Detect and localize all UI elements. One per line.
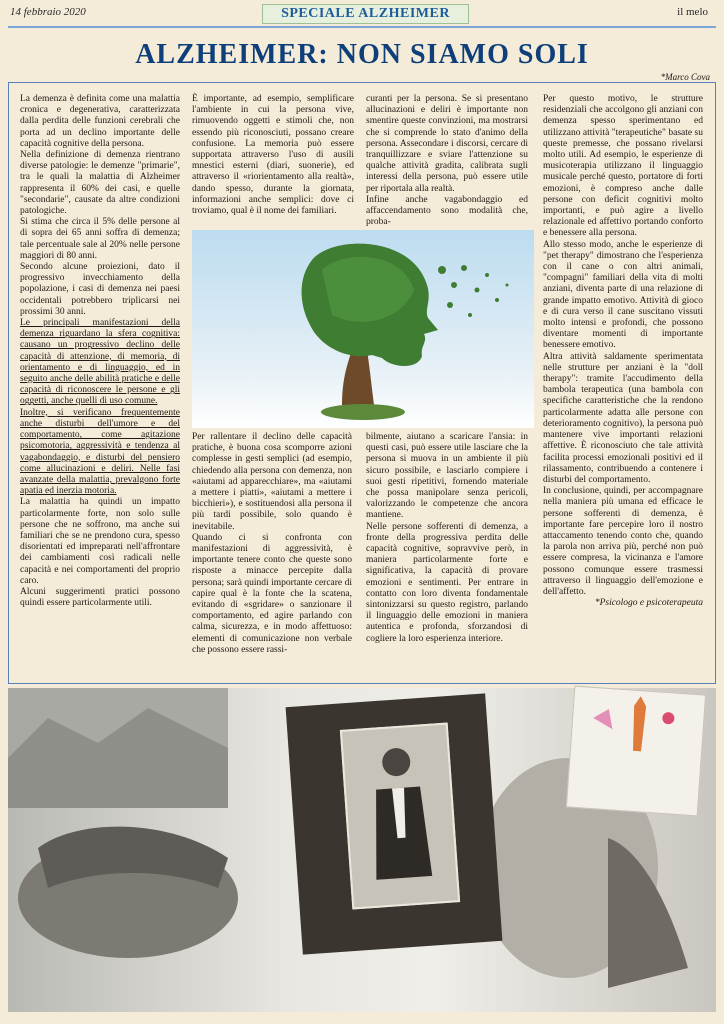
paragraph: bilmente, aiutano a scaricare l'ansia: in questi casi, può essere utile lasciare che la persona si muova in un ambiente il più sicuro possibile, e lasciarlo compiere i suoi gesti ripetitivi, fornendo materiale che possa manipolare senza pericoli, valorizzando le competenze che ancora mantiene. — [366, 432, 528, 521]
paragraph: Alcuni suggerimenti pratici possono quindi essere particolarmente utili. — [20, 586, 180, 609]
paragraph: La demenza è definita come una malattia cronica e degenerativa, caratterizzata dalla perdita delle funzioni cerebrali che porta ad un declino importante delle capacità cognitive della persona. — [20, 94, 180, 149]
article-author: *Marco Cova — [660, 72, 710, 82]
paragraph: Secondo alcune proiezioni, dato il progressivo invecchiamento della popolazione, i casi di demenza nei paesi occidentali potrebbero triplicarsi nei prossimi 30 anni. — [20, 262, 180, 317]
paragraph: Le principali manifestazioni della demenza riguardano la sfera cognitiva: causano un progressivo declino delle capacità di attenzione, di memoria, di orientamento e di linguaggio, ed in seguito anche delle abilità pratiche e delle capacità di riconoscere le persone e gli oggetti, anche quelli di uso comune. — [20, 318, 180, 407]
paragraph: In conclusione, quindi, per accompagnare nella maniera più umana ed efficace le persone sofferenti di demenza, è importante fare percepire loro il nostro attaccamento tenendo conto che, quando la parola non arriva più, perché non può essere compresa, la vicinanza e l'amore possono comunque essere trasmessi attraverso il linguaggio dell'emozione e dell'affetto. — [543, 486, 703, 597]
publication-name: il melo — [677, 6, 708, 18]
paragraph: Infine anche vagabondaggio ed affaccendamento sono modalità che, proba- — [366, 194, 528, 228]
paragraph: Si stima che circa il 5% delle persone al di sopra dei 65 anni soffra di demenza; tale percentuale sale al 20% nelle persone maggiori di 80 anni. — [20, 217, 180, 261]
paragraph: Allo stesso modo, anche le esperienze di "pet therapy" dimostrano che l'esperienza con il cane o con altri animali, "compagni" familiari della vita di molti anziani, diventa parte di una relazione di grande impatto emotivo. Attività di gioco e di cura verso il cane suscitano vissuti molto intensi e profondi, che possono diventare momenti di importante benessere emotivo. — [543, 239, 703, 351]
column-4 — [543, 94, 703, 609]
page-number-date: 14 febbraio 2020 — [10, 6, 86, 18]
drawing-frame — [566, 686, 706, 817]
column-3-bottom — [366, 432, 528, 645]
paragraph: Altra attività saldamente sperimentata nelle strutture per anziani è la "doll therapy": tramite l'accudimento della bambola terapeutica (una bambola con specifiche caratteristiche che la rendono particolarmente adatta alle persone con deterioramento cognitivo), la persona può mantenere vive importanti relazioni affettive. È riconosciuto che tale attività facilita processi emozionali positivi ed il rilassamento, contribuendo a contenere i disturbi del comportamento. — [543, 351, 703, 485]
paragraph: Quando ci si confronta con manifestazioni di aggressività, è importante tenere conto che queste sono risposte a minacce percepite dalla persona; sarà quindi importante cercare di capire qual è la fonte che la scatena, evitando di «sgridare» o sanzionare il comportamento, ed agire parlando con calma, sicurezza, e in modo affettuoso: elementi di comunicazione non verbale che possono essere rassi- — [192, 532, 352, 655]
section-title: SPECIALE ALZHEIMER — [262, 4, 469, 24]
portrait-icon — [342, 725, 458, 908]
column-3-top — [366, 94, 528, 228]
page-header — [0, 0, 724, 26]
paragraph: Per questo motivo, le strutture residenziali che accolgono gli anziani con demenza spesso sperimentano ed utilizzano attività "terapeutiche" basate su queste premesse, che possano rivelarsi molto utili. Ad esempio, le esperienze di musicoterapia utilizzano il linguaggio musicale perché questo, portatore di forti emozioni, è compreso anche dalle persone con deficit cognitivi molto importanti, e può agire a livello relazionale ed affettivo portando conforto e benessere alla persona. — [543, 94, 703, 239]
article-title: ALZHEIMER: NON SIAMO SOLI — [135, 39, 589, 70]
author-signature: *Psicologo e psicoterapeuta — [594, 598, 703, 609]
paragraph: curanti per la persona. Se si presentano allucinazioni e deliri è importante non smentire queste convinzioni, ma mostrarsi che si comprende lo stato d'animo della persona. Assecondare i discorsi, cercare di tranquillizzare e sviare l'attenzione su qualche attività gradita, calibrata sugli interessi della persona, può essere utile per riportala alla realtà. — [366, 94, 528, 194]
tree-head-icon — [192, 230, 534, 428]
paragraph: Nelle persone sofferenti di demenza, a fronte della progressiva perdita delle capacità cognitive, sopravvive però, in maniera particolarmente forte e significativa, la capacità di provare emozioni e sentimenti. Per entrare in contatto con loro diventa fondamentale sintonizzarsi su questo registro, parlando il linguaggio delle emozioni in maniera autentica e profonda, sforzandosi di cogliere la loro esperienza interiore. — [366, 521, 528, 644]
paragraph: Inoltre, si verificano frequentemente anche disturbi dell'umore e del comportamento, come agitazione psicomotoria, aggressività e tendenza al vagabondaggio, e disturbi del pensiero come allucinazioni e deliri. Nelle fasi avanzate della malattia, prevalgono forte apatia ed inerzia motoria. — [20, 407, 180, 497]
paragraph: Per rallentare il declino delle capacità pratiche, è buona cosa scomporre azioni complesse in gesti semplici (ad esempio, chiedendo alla persona con demenza, non «aiutami ad apparecchiare», ma «aiutami a mettere i piatti», «aiutami a mettere i bicchieri»), e sostituendosi alla persona il più tardi possibile, solo quando è inevitabile. — [192, 432, 352, 532]
header-rule — [8, 26, 716, 28]
paragraph: La malattia ha quindi un impatto particolarmente forte, non solo sulle persone che ne soffrono, ma anche sui familiari che se ne prendono cura, spesso disorientati ed impreparati nell'affrontare dei cambiamenti così radicali nelle capacità e nei comportamenti del proprio caro. — [20, 497, 180, 586]
column-2-bottom — [192, 432, 352, 656]
column-2-top — [192, 94, 354, 217]
drawing-icon — [567, 687, 705, 816]
column-1 — [20, 94, 180, 609]
paragraph: È importante, ad esempio, semplificare l'ambiente in cui la persona vive, rimuovendo oggetti e stimoli che, non essendo più riconosciuti, possano creare confusione. La memoria può essere supportata attraverso l'uso di ausili mnestici esterni (diari, suonerie), ed attraverso il «riorientamento alla realtà», dando spesso, durante la giornata, informazioni anche semplici: dove ci troviamo, qual è il nome dei familiari. — [192, 94, 354, 217]
framed-portrait — [340, 722, 460, 909]
tree-head-illustration — [192, 230, 534, 428]
paragraph: Nella definizione di demenza rientrano diverse patologie: le demenze "primarie", tra le quali la malattia di Alzheimer rappresenta il 60% dei casi, e quelle "secondarie", causate da altre condizioni patologiche. — [20, 150, 180, 217]
